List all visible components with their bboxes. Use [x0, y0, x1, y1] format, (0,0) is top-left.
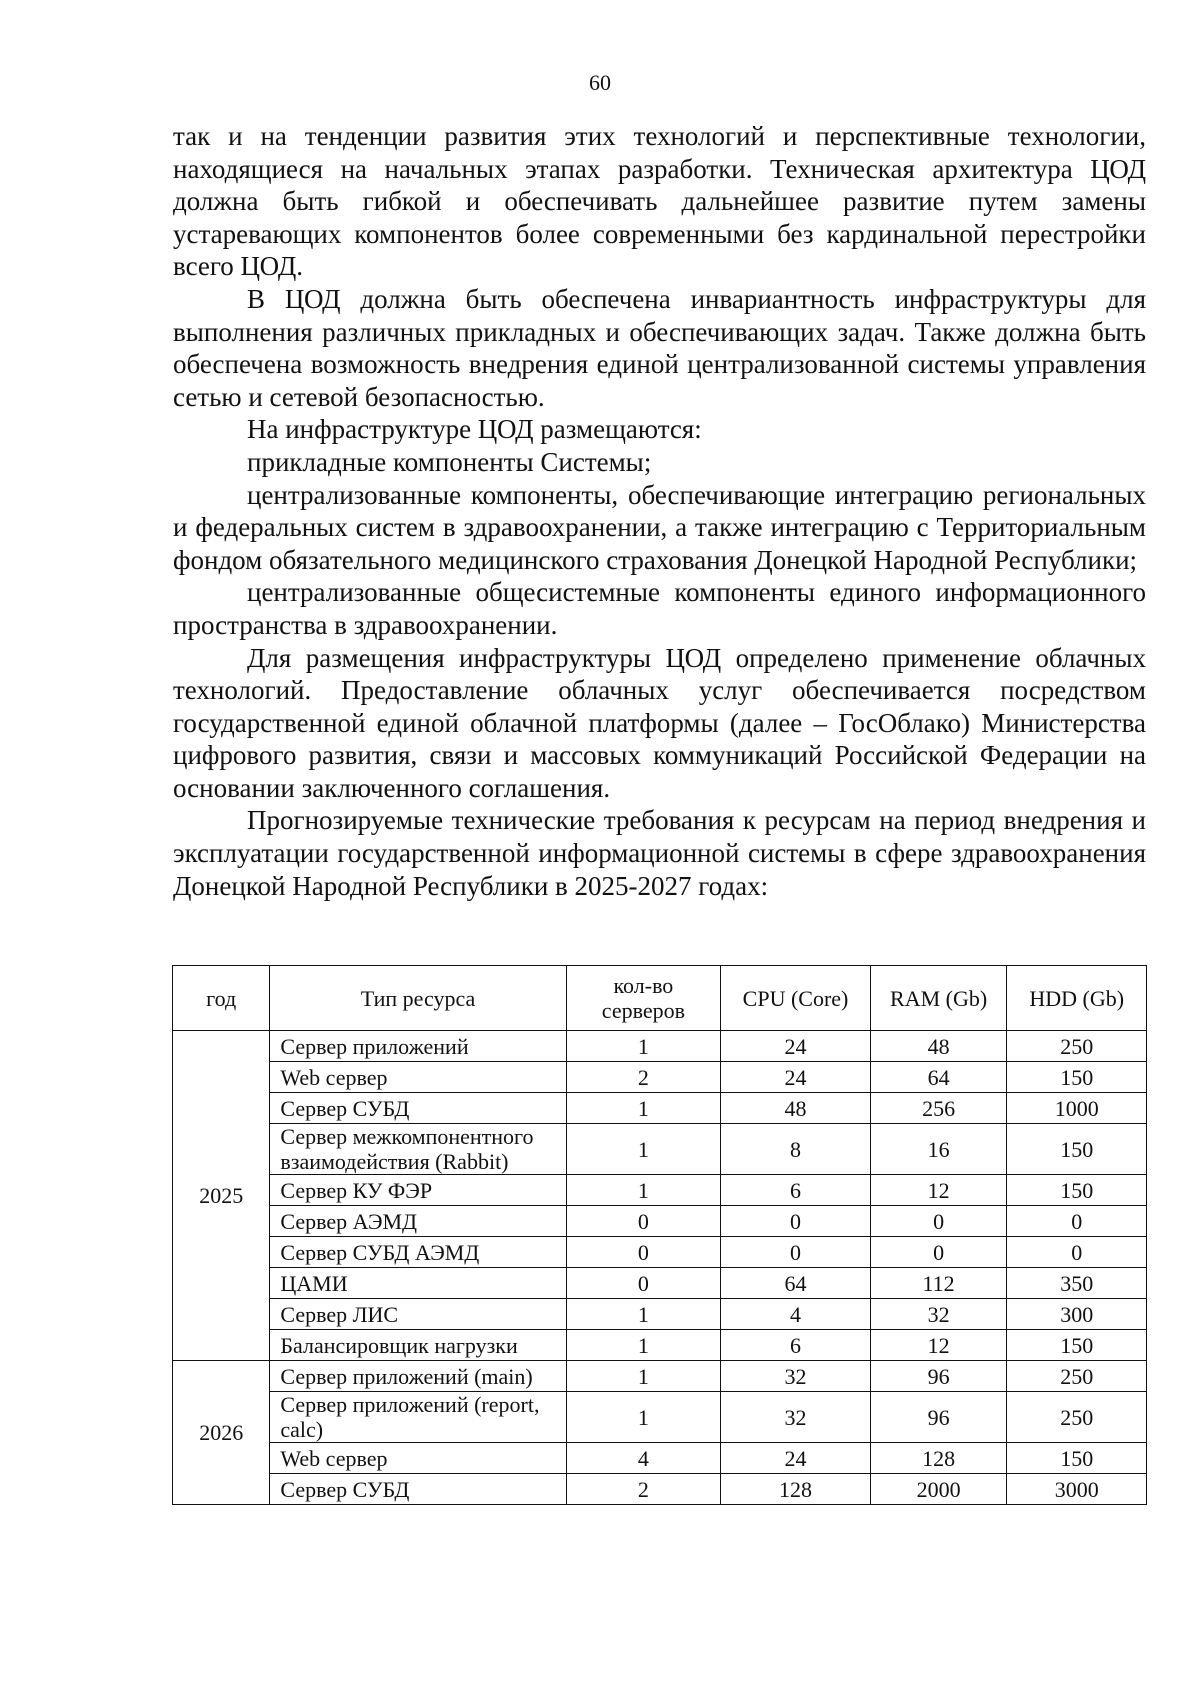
server-count-cell: 1	[566, 1124, 721, 1175]
resource-type-cell: Web сервер	[270, 1443, 566, 1474]
server-count-cell: 1	[566, 1361, 721, 1392]
ram-cell: 0	[870, 1206, 1007, 1237]
header-cpu: CPU (Core)	[721, 966, 871, 1031]
paragraph: Для размещения инфраструктуры ЦОД определено применение облачных технологий. Предоставление облачных услуг обеспечивается посредством государственной единой облачной платформы (далее – ГосОблако) Министерства цифрового развития, связи и массовых коммуникаций Российской Федерации на основании заключенного соглашения.	[173, 642, 1146, 803]
page-number: 60	[589, 70, 611, 95]
ram-cell: 12	[870, 1330, 1007, 1361]
cpu-cell: 24	[721, 1031, 871, 1062]
resource-type-cell: Сервер АЭМД	[270, 1206, 566, 1237]
cpu-cell: 32	[721, 1361, 871, 1392]
table-row	[173, 1299, 1147, 1330]
hdd-cell: 150	[1007, 1175, 1147, 1206]
cpu-cell: 128	[721, 1474, 871, 1505]
cpu-cell: 64	[721, 1268, 871, 1299]
server-count-cell: 0	[566, 1237, 721, 1268]
hdd-cell: 350	[1007, 1268, 1147, 1299]
server-count-cell: 1	[566, 1175, 721, 1206]
cpu-cell: 6	[721, 1175, 871, 1206]
cpu-cell: 24	[721, 1062, 871, 1093]
ram-cell: 128	[870, 1443, 1007, 1474]
list-item: прикладные компоненты Системы;	[247, 446, 652, 477]
cpu-cell: 0	[721, 1237, 871, 1268]
cpu-cell: 8	[721, 1124, 871, 1175]
server-count-cell: 1	[566, 1392, 721, 1443]
server-count-cell: 1	[566, 1330, 721, 1361]
ram-cell: 64	[870, 1062, 1007, 1093]
header-hdd: HDD (Gb)	[1007, 966, 1147, 1031]
cpu-cell: 24	[721, 1443, 871, 1474]
resource-type-cell: Сервер СУБД АЭМД	[270, 1237, 566, 1268]
ram-cell: 112	[870, 1268, 1007, 1299]
cpu-cell: 6	[721, 1330, 871, 1361]
document-body	[173, 120, 1146, 902]
year-cell: 2025	[173, 1031, 270, 1361]
ram-cell: 256	[870, 1093, 1007, 1124]
header-resource-type: Тип ресурса	[270, 966, 566, 1031]
resource-type-cell: Сервер приложений	[270, 1031, 566, 1062]
list-item: централизованные компоненты, обеспечивающие интеграцию региональных и федеральных систем в здравоохранении, а также интеграцию с Территориальным фондом обязательного медицинского страхования Донецкой Народной Республики;	[173, 479, 1146, 575]
table-row	[173, 1361, 1147, 1392]
resource-type-cell: Сервер приложений (report, calc)	[270, 1392, 566, 1443]
cpu-cell: 48	[721, 1093, 871, 1124]
table-body	[173, 1031, 1147, 1505]
hdd-cell: 150	[1007, 1330, 1147, 1361]
table-row	[173, 1031, 1147, 1062]
server-count-cell: 2	[566, 1062, 721, 1093]
paragraph: В ЦОД должна быть обеспечена инвариантность инфраструктуры для выполнения различных прикладных и обеспечивающих задач. Также должна быть обеспечена возможность внедрения единой централизованной системы управления сетью и сетевой безопасностью.	[173, 283, 1146, 412]
ram-cell: 12	[870, 1175, 1007, 1206]
list-item: централизованные общесистемные компоненты единого информационного пространства в здравоохранении.	[173, 577, 1146, 640]
resource-type-cell: Сервер приложений (main)	[270, 1361, 566, 1392]
server-count-cell: 1	[566, 1093, 721, 1124]
server-count-cell: 2	[566, 1474, 721, 1505]
hdd-cell: 250	[1007, 1361, 1147, 1392]
ram-cell: 96	[870, 1361, 1007, 1392]
resource-type-cell: Web сервер	[270, 1062, 566, 1093]
table-row	[173, 1330, 1147, 1361]
hdd-cell: 1000	[1007, 1093, 1147, 1124]
cpu-cell: 0	[721, 1206, 871, 1237]
table-row	[173, 1062, 1147, 1093]
hdd-cell: 0	[1007, 1206, 1147, 1237]
header-server-count: кол-во серверов	[566, 966, 721, 1031]
ram-cell: 32	[870, 1299, 1007, 1330]
header-year: год	[173, 966, 270, 1031]
resource-type-cell: Сервер КУ ФЭР	[270, 1175, 566, 1206]
hdd-cell: 250	[1007, 1392, 1147, 1443]
ram-cell: 96	[870, 1392, 1007, 1443]
resource-requirements-table	[172, 965, 1147, 1505]
paragraph: так и на тенденции развития этих технологий и перспективные технологии, находящиеся на начальных этапах разработки. Техническая архитектура ЦОД должна быть гибкой и обеспечивать дальнейшее развитие путем замены устаревающих компонентов более современными без кардинальной перестройки всего ЦОД.	[173, 121, 1146, 282]
resource-type-cell: Балансировщик нагрузки	[270, 1330, 566, 1361]
ram-cell: 2000	[870, 1474, 1007, 1505]
hdd-cell: 300	[1007, 1299, 1147, 1330]
table-row	[173, 1392, 1147, 1443]
server-count-cell: 4	[566, 1443, 721, 1474]
hdd-cell: 150	[1007, 1062, 1147, 1093]
ram-cell: 16	[870, 1124, 1007, 1175]
server-count-cell: 1	[566, 1299, 721, 1330]
ram-cell: 0	[870, 1237, 1007, 1268]
paragraph: Прогнозируемые технические требования к ресурсам на период внедрения и эксплуатации государственной информационной системы в сфере здравоохранения Донецкой Народной Республики в 2025-2027 годах:	[173, 805, 1146, 901]
resource-type-cell: Сервер СУБД	[270, 1474, 566, 1505]
table-row	[173, 1124, 1147, 1175]
table-row	[173, 1443, 1147, 1474]
resource-type-cell: ЦАМИ	[270, 1268, 566, 1299]
hdd-cell: 0	[1007, 1237, 1147, 1268]
server-count-cell: 0	[566, 1206, 721, 1237]
table-header-row	[173, 966, 1147, 1031]
table-row	[173, 1474, 1147, 1505]
hdd-cell: 150	[1007, 1124, 1147, 1175]
ram-cell: 48	[870, 1031, 1007, 1062]
table-row	[173, 1237, 1147, 1268]
hdd-cell: 150	[1007, 1443, 1147, 1474]
resource-type-cell: Сервер межкомпонентного взаимодействия (Rabbit)	[270, 1124, 566, 1175]
header-ram: RAM (Gb)	[870, 966, 1007, 1031]
year-cell: 2026	[173, 1361, 270, 1505]
resource-type-cell: Сервер ЛИС	[270, 1299, 566, 1330]
paragraph: На инфраструктуре ЦОД размещаются:	[247, 414, 702, 445]
server-count-cell: 0	[566, 1268, 721, 1299]
table-row	[173, 1268, 1147, 1299]
server-count-cell: 1	[566, 1031, 721, 1062]
hdd-cell: 250	[1007, 1031, 1147, 1062]
table-row	[173, 1206, 1147, 1237]
resource-type-cell: Сервер СУБД	[270, 1093, 566, 1124]
table-row	[173, 1175, 1147, 1206]
table-row	[173, 1093, 1147, 1124]
cpu-cell: 32	[721, 1392, 871, 1443]
cpu-cell: 4	[721, 1299, 871, 1330]
hdd-cell: 3000	[1007, 1474, 1147, 1505]
